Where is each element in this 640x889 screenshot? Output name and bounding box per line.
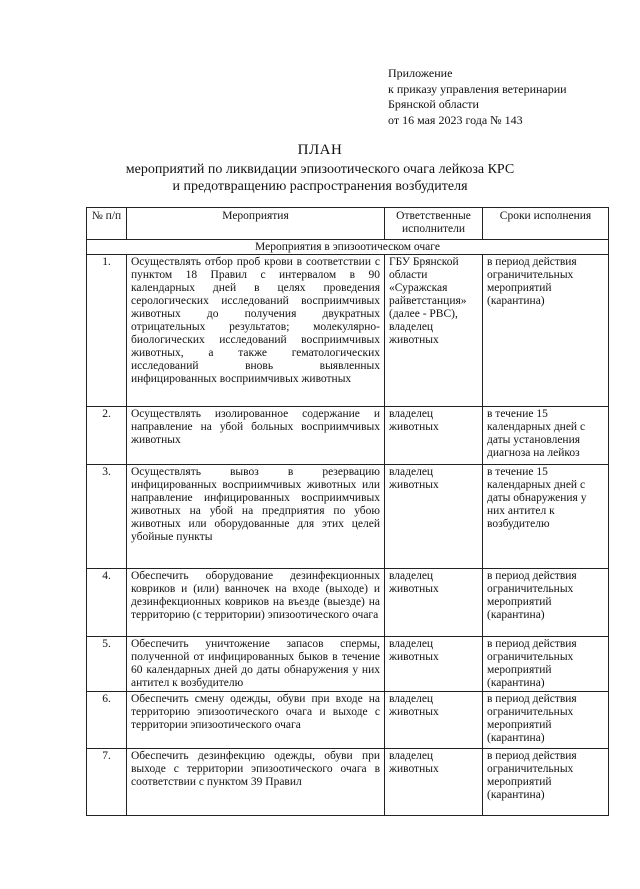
row-term: в период действия ограничительных мероприятий (карантина) xyxy=(483,255,609,407)
plan-subtitle-line: мероприятий по ликвидации эпизоотического очага лейкоза КРС xyxy=(125,162,515,177)
row-number: 5. xyxy=(87,637,127,692)
table-header-row xyxy=(87,208,609,240)
row-term: в течение 15 календарных дней с даты установления диагноза на лейкоз xyxy=(483,407,609,465)
appendix-line: Приложение xyxy=(388,66,453,80)
row-responsible: владелец животных xyxy=(385,637,483,692)
appendix-line: к приказу управления ветеринарии xyxy=(388,81,567,96)
section-row xyxy=(87,240,609,255)
activities-table xyxy=(86,207,609,816)
row-responsible: владелец животных xyxy=(385,407,483,465)
row-activity: Осуществлять изолированное содержание и направление на убой больных восприимчивых животных xyxy=(127,407,385,465)
row-activity: Обеспечить уничтожение запасов спермы, полученной от инфицированных быков в течение 60 календарных дней до даты обнаружения у них антител к возбудителю xyxy=(127,637,385,692)
appendix-block xyxy=(388,66,618,128)
row-term: в период действия ограничительных мероприятий (карантина) xyxy=(483,569,609,637)
header-activity: Мероприятия xyxy=(127,208,385,240)
table-row xyxy=(87,637,609,692)
header-term: Сроки исполнения xyxy=(483,208,609,240)
row-number: 3. xyxy=(87,465,127,569)
row-number: 6. xyxy=(87,692,127,749)
row-number: 1. xyxy=(87,255,127,407)
table-row xyxy=(87,569,609,637)
plan-subtitle-line: и предотвращению распространения возбудителя xyxy=(172,179,468,194)
table-row xyxy=(87,749,609,816)
table-row xyxy=(87,465,609,569)
row-number: 4. xyxy=(87,569,127,637)
header-num: № п/п xyxy=(87,208,127,240)
appendix-line: от 16 мая 2023 года № 143 xyxy=(388,112,523,127)
row-responsible: владелец животных xyxy=(385,569,483,637)
row-number: 2. xyxy=(87,407,127,465)
row-term: в период действия ограничительных мероприятий (карантина) xyxy=(483,692,609,749)
plan-title: ПЛАН xyxy=(297,142,343,158)
row-responsible: владелец животных xyxy=(385,465,483,569)
header-responsible: Ответственные исполнители xyxy=(385,208,483,240)
row-activity: Осуществлять вывоз в резервацию инфицированных восприимчивых животных или направление инфицированных восприимчивых животных на убой на предприятия по убою животных или оборудованные для этих целей убойные пункты xyxy=(127,465,385,569)
row-activity: Обеспечить оборудование дезинфекционных ковриков и (или) ванночек на входе (выходе) и дезинфекционных ковриков на въезде (выезде) на территорию (с территории) эпизоотического очага xyxy=(127,569,385,637)
row-responsible: владелец животных xyxy=(385,749,483,816)
table-row xyxy=(87,255,609,407)
row-responsible: владелец животных xyxy=(385,692,483,749)
row-activity: Осуществлять отбор проб крови в соответствии с пунктом 18 Правил с интервалом в 90 календарных дней в целях проведения серологических исследований восприимчивых животных до получения двукратных отрицательных результатов; молекулярно-биологических исследований восприимчивых животных, а также гематологических исследований вновь выявленных инфицированных восприимчивых животных xyxy=(127,255,385,407)
table-row xyxy=(87,692,609,749)
row-responsible: ГБУ Брянской области «Суражская райветстанция» (далее - РВС), владелец животных xyxy=(385,255,483,407)
row-activity: Обеспечить дезинфекцию одежды, обуви при выходе с территории эпизоотического очага в соответствии с пунктом 39 Правил xyxy=(127,749,385,816)
table-row xyxy=(87,407,609,465)
appendix-line: Брянской области xyxy=(388,97,479,111)
row-term: в период действия ограничительных мероприятий (карантина) xyxy=(483,637,609,692)
section-title: Мероприятия в эпизоотическом очаге xyxy=(87,240,609,255)
row-activity: Обеспечить смену одежды, обуви при входе на территорию эпизоотического очага и выходе с территории эпизоотического очага xyxy=(127,692,385,749)
row-term: в течение 15 календарных дней с даты обнаружения у них антител к возбудителю xyxy=(483,465,609,569)
plan-subtitle xyxy=(0,161,640,195)
row-term: в период действия ограничительных мероприятий (карантина) xyxy=(483,749,609,816)
row-number: 7. xyxy=(87,749,127,816)
